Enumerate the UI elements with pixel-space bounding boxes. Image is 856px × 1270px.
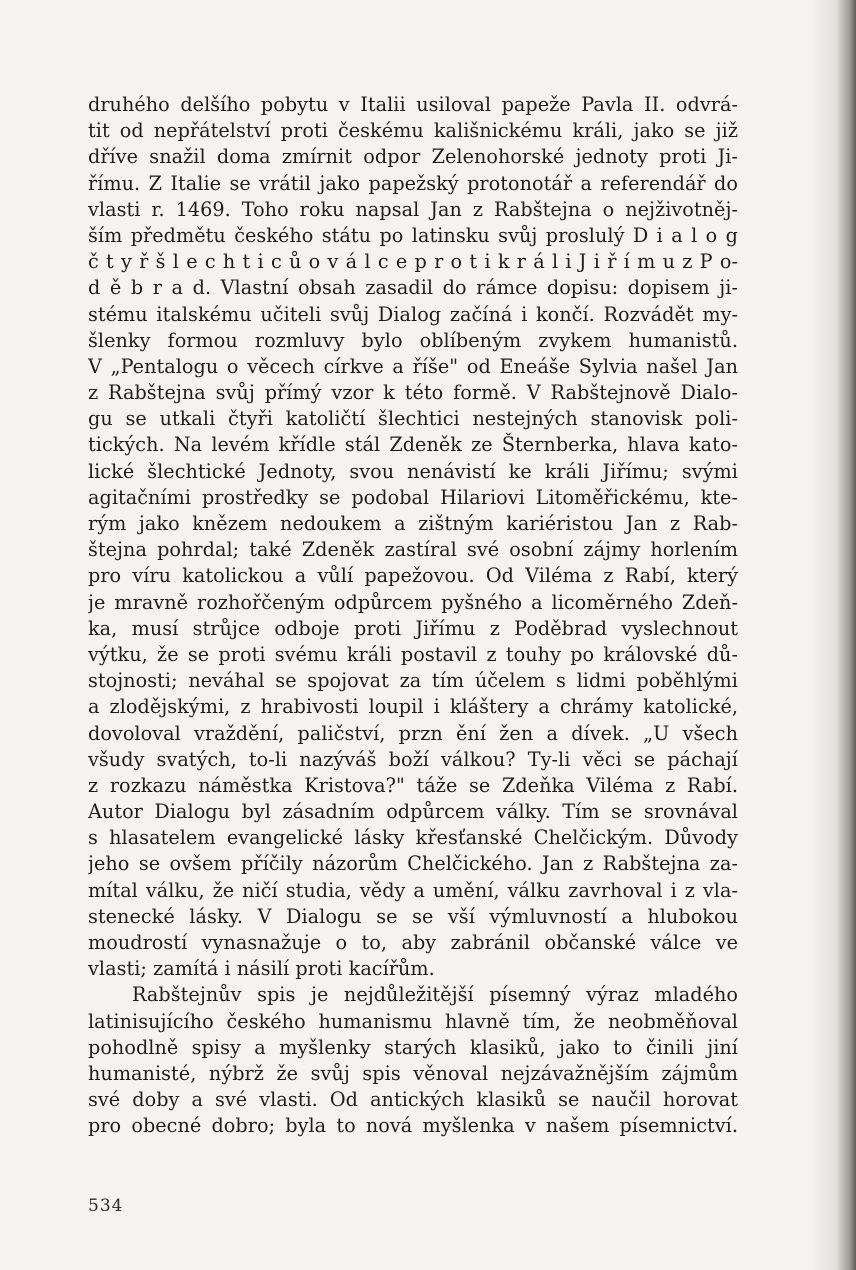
text-line: a zlodějskými, z hrabivosti loupil i kláštery a chrámy katolické, xyxy=(88,695,738,719)
text-line: Rabštejnův spis je nejdůležitější písemný výraz mladého xyxy=(132,983,738,1007)
text-line: Autor Dialogu byl zásadním odpůrcem války. Tím se srovnával xyxy=(88,800,738,824)
text-line: dovoloval vraždění, paličství, przn ění žen a dívek. „U všech xyxy=(88,721,738,745)
text-line: ka, musí strůjce odboje proti Jiřímu z Poděbrad vyslechnout xyxy=(88,616,738,640)
text-line: tit od nepřátelství proti českému kališnickému králi, jako se již xyxy=(88,119,738,143)
text-line: jeho se ovšem příčily názorům Chelčického. Jan z Rabštejna za- xyxy=(88,852,738,876)
text-line: všudy svatých, to-li nazýváš boží válkou? Ty-li věci se páchají xyxy=(88,747,738,771)
text-line: z rozkazu náměstka Kristova?" táže se Zdeňka Viléma z Rabí. xyxy=(88,773,738,797)
text-line: moudrostí vynasnažuje o to, aby zabránil občanské válce ve xyxy=(88,931,738,954)
text-line: šlenky formou rozmluvy bylo oblíbeným zvykem humanistů. xyxy=(88,328,738,352)
text-line: římu. Z Italie se vrátil jako papežský protonotář a referendář do xyxy=(88,171,738,195)
text-line: č t y ř š l e c h t i c ů o v á l c e p r o t i k r á l i J i ř í m u z P o- xyxy=(88,250,738,274)
text-line: své doby a své vlasti. Od antických klasiků se naučil horovat xyxy=(88,1088,738,1112)
text-line: stému italskému učiteli svůj Dialog začíná i končí. Rozvádět my- xyxy=(88,302,738,326)
text-line: pro obecné dobro; byla to nová myšlenka v našem písemnictví. xyxy=(88,1114,738,1138)
text-line: pohodlně spisy a myšlenky starých klasiků, jako to činili jiní xyxy=(88,1035,738,1059)
text-line: výtku, že se proti svému králi postavil z touhy po královské dů- xyxy=(88,642,738,666)
text-line: rým jako knězem nedoukem a zištným kariéristou Jan z Rab- xyxy=(88,512,738,535)
text-line: d ě b r a d. Vlastní obsah zasadil do rámce dopisu: dopisem ji- xyxy=(88,276,738,300)
text-line: ším předmětu českého státu po latinsku svůj proslulý D i a l o g xyxy=(88,223,738,247)
text-line: je mravně rozhořčeným odpůrcem pyšného a licoměrného Zdeň- xyxy=(88,590,738,614)
text-line: tických. Na levém křídle stál Zdeněk ze Šternberka, hlava kato- xyxy=(88,433,738,457)
text-line: z Rabštejna svůj přímý vzor k této formě. V Rabštejnově Dialo- xyxy=(88,381,738,405)
text-line: V „Pentalogu o věcech církve a říše" od Eneáše Sylvia našel Jan xyxy=(88,354,738,378)
text-line: mítal válku, že ničí studia, vědy a umění, válku zavrhoval i z vla- xyxy=(88,878,738,902)
text-line: stenecké lásky. V Dialogu se se vší výmluvností a hlubokou xyxy=(88,904,738,928)
text-line: vlasti; zamítá i násilí proti kacířům. xyxy=(88,957,435,981)
text-line: stojnosti; neváhal se spojovat za tím účelem s lidmi poběhlými xyxy=(88,669,738,693)
page-number: 534 xyxy=(88,1196,124,1216)
text-line: vlasti r. 1469. Toho roku napsal Jan z Rabštejna o nejživotněj- xyxy=(88,197,738,221)
text-line: pro víru katolickou a vůlí papežovou. Od Viléma z Rabí, který xyxy=(88,564,738,588)
text-line: humanisté, nýbrž že svůj spis věnoval nejzávažnějším zájmům xyxy=(88,1061,738,1085)
text-line: s hlasatelem evangelické lásky křesťanské Chelčickým. Důvody xyxy=(88,826,738,850)
body-text xyxy=(88,92,738,1140)
text-line: gu se utkali čtyři katoličtí šlechtici nestejných stanovisk poli- xyxy=(88,407,738,431)
text-line: druhého delšího pobytu v Italii usiloval papeže Pavla II. odvrá- xyxy=(88,93,738,116)
text-line: latinisujícího českého humanismu hlavně tím, že neobměňoval xyxy=(88,1009,738,1033)
text-line: agitačními prostředky se podobal Hilariovi Litoměřickému, kte- xyxy=(88,485,738,509)
text-line: lické šlechtické Jednoty, svou nenávistí ke králi Jiřímu; svými xyxy=(88,459,738,483)
binding-shadow xyxy=(812,0,856,1270)
text-line: dříve snažil doma zmírnit odpor Zelenohorské jednoty proti Ji- xyxy=(88,145,738,169)
text-line: štejna pohrdal; také Zdeněk zastíral své osobní zájmy horlením xyxy=(88,538,738,562)
